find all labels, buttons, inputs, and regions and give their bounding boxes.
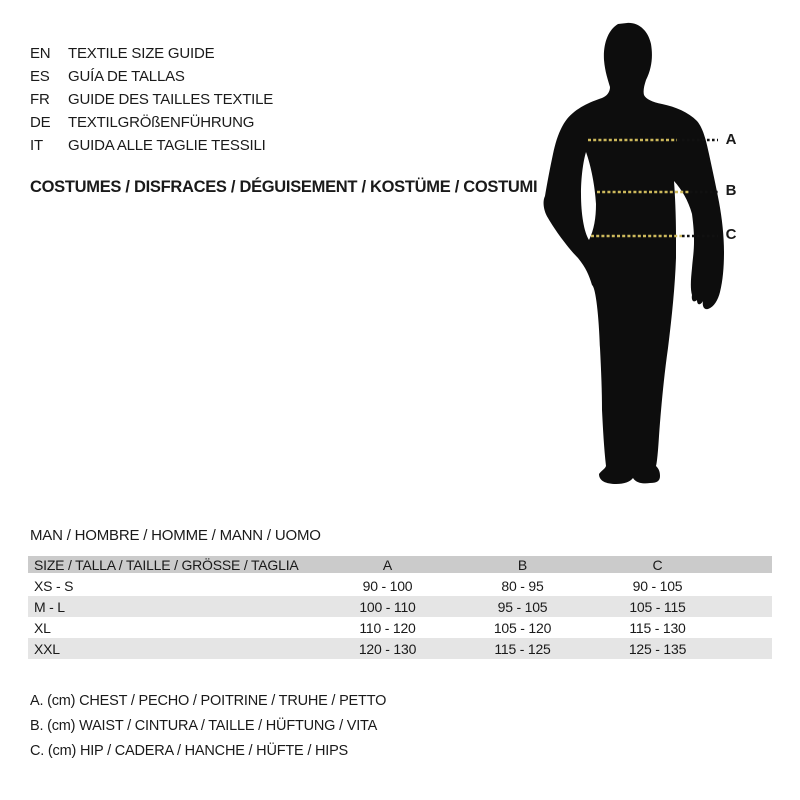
language-code: ES [30,68,50,85]
guide-title: GUIDE DES TAILLES TEXTILE [68,91,274,108]
guide-title: TEXTILGRÖßENFÜHRUNG [68,114,255,131]
waist-measure-label: B [725,182,737,199]
size-column-header: SIZE / TALLA / TAILLE / GRÖSSE / TAGLIA [34,556,299,573]
hip-range-cell: 105 - 115 [629,598,686,615]
man-silhouette-shape [544,23,724,484]
list-item [30,42,273,65]
list-item [30,65,273,88]
size-section-title: MAN / HOMBRE / HOMME / MANN / UOMO [30,527,321,544]
language-code: EN [30,45,51,62]
size-table [28,556,772,659]
hip-range-cell: 90 - 105 [632,577,683,594]
man-silhouette-graphic [540,0,800,520]
guide-title: GUIDA ALLE TAGLIE TESSILI [68,137,266,154]
chest-range-cell: 110 - 120 [359,619,416,636]
waist-range-cell: 105 - 120 [493,619,552,636]
chest-range-cell: 100 - 110 [359,598,416,615]
category-title: COSTUMES / DISFRACES / DÉGUISEMENT / KOSTÜME / COSTUMI [30,178,538,196]
size-cell: XS - S [34,577,74,594]
table-row [28,575,772,596]
guide-title: GUÍA DE TALLAS [68,68,185,85]
column-b-header: B [517,556,528,573]
language-code: IT [30,137,43,154]
hip-range-cell: 115 - 130 [629,619,686,636]
table-row [28,596,772,617]
list-item [30,111,273,134]
hip-range-cell: 125 - 135 [628,640,687,657]
hip-measure-label: C [725,226,737,243]
hip-footnote: C. (cm) HIP / CADERA / HANCHE / HÜFTE / HIPS [30,743,349,759]
size-cell: M - L [34,598,65,615]
table-row [28,638,772,659]
chest-measure-label: A [725,131,737,148]
language-code: FR [30,91,50,108]
language-code: DE [30,114,51,131]
man-silhouette-figure [540,0,800,520]
size-table-header [28,556,772,573]
list-item [30,88,273,111]
chest-range-cell: 90 - 100 [362,577,413,594]
size-cell: XXL [34,640,60,657]
list-item [30,134,273,157]
chest-range-cell: 120 - 130 [358,640,417,657]
column-a-header: A [382,556,393,573]
language-guide-list [30,42,273,157]
size-cell: XL [34,619,51,636]
waist-range-cell: 80 - 95 [501,577,544,594]
waist-footnote: B. (cm) WAIST / CINTURA / TAILLE / HÜFTUNG / VITA [30,718,378,734]
waist-range-cell: 95 - 105 [497,598,548,615]
waist-range-cell: 115 - 125 [494,640,551,657]
guide-title: TEXTILE SIZE GUIDE [68,45,215,62]
measurement-footnotes [30,689,386,764]
table-row [28,617,772,638]
column-c-header: C [652,556,663,573]
chest-footnote: A. (cm) CHEST / PECHO / POITRINE / TRUHE / PETTO [30,693,387,709]
